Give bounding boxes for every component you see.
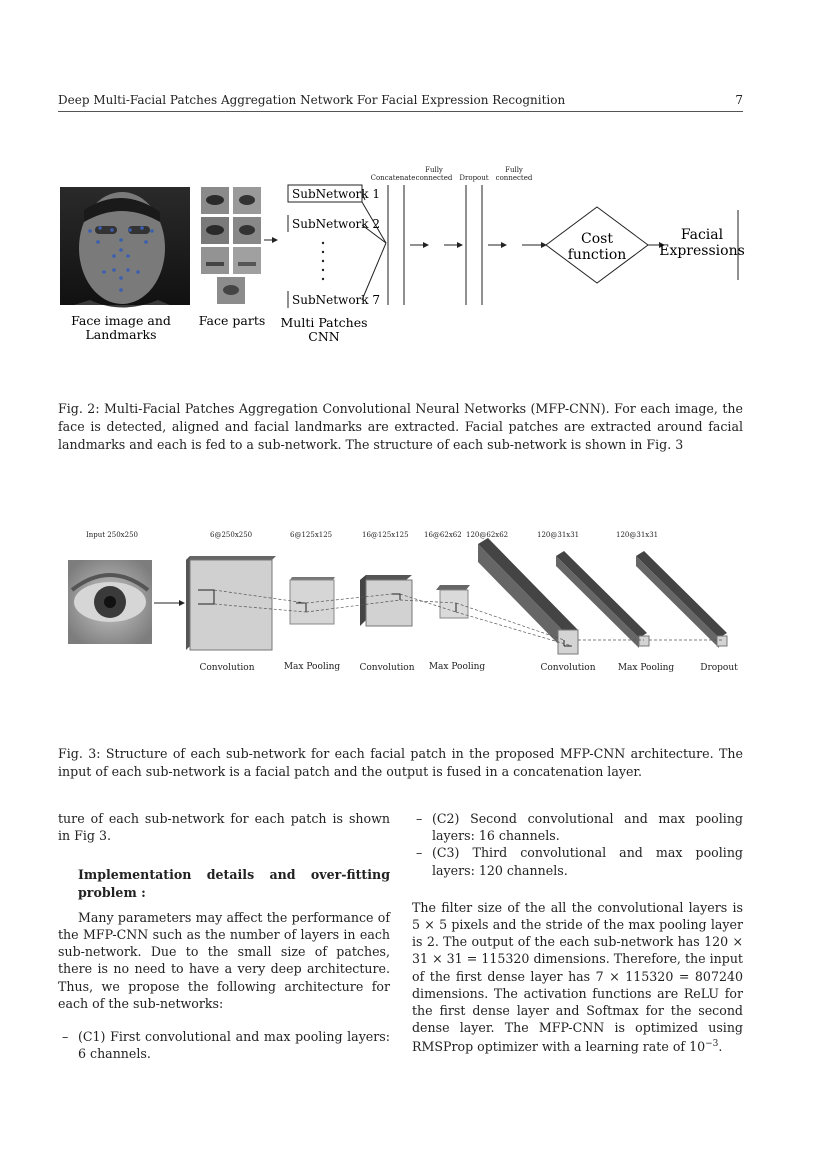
cost-function-node — [546, 207, 648, 283]
subnetwork-7-label: SubNetwork 7 — [292, 293, 381, 307]
dim-label: 6@125x125 — [290, 531, 333, 539]
stage-label-fully-connected-1: Fully connected — [415, 166, 453, 182]
pool2-block — [436, 585, 470, 618]
running-header — [58, 93, 743, 112]
dropout-block — [636, 551, 727, 648]
stage-labels — [371, 166, 533, 182]
dim-label: 120@31x31 — [537, 531, 580, 539]
layer-bars — [388, 185, 482, 305]
face-parts-grid — [201, 187, 261, 304]
layer-label: Max Pooling — [283, 662, 341, 672]
bullet-c1: – (C1) First convolutional and max pooling layers: 6 channels. — [58, 1028, 390, 1062]
bullet-list-c1 — [58, 1028, 390, 1062]
conv1-block — [186, 556, 276, 650]
right-paragraph — [412, 899, 743, 1056]
bullet-c2: – (C2) Second convolutional and max pooling layers: 16 channels. — [412, 810, 743, 844]
label-face-image: Face image and Landmarks — [71, 313, 171, 342]
conv2-block — [360, 575, 412, 626]
subnetwork-1-label: SubNetwork 1 — [292, 187, 381, 201]
layer-label: Dropout — [700, 663, 738, 673]
concat-lines — [362, 193, 386, 300]
facial-expressions-label: Facial Expressions — [659, 227, 745, 259]
subnetwork-2 — [288, 215, 380, 232]
eye-input-image — [68, 560, 152, 644]
running-title: Deep Multi-Facial Patches Aggregation Network For Facial Expression Recognition — [58, 93, 566, 107]
stage-label-dropout: Dropout — [459, 174, 489, 182]
figure-2-diagram — [0, 150, 827, 350]
dim-label: Input 250x250 — [86, 531, 138, 539]
stage-label-concatenate: Concatenate — [370, 174, 416, 182]
dim-label: 16@62x62 — [424, 531, 462, 539]
facial-expressions-node — [659, 210, 745, 280]
figure-2-caption: Fig. 2: Multi-Facial Patches Aggregation Convolutional Neural Networks (MFP-CNN). For each image, the face is detected, aligned and facial landmarks are extracted. Facial patches are extracted around facial landmarks and each is fed to a sub-network. The structure of each sub-network is shown in Fig. 3 — [58, 401, 743, 452]
layer-labels — [200, 662, 739, 673]
left-paragraph: Many parameters may affect the performance of the MFP-CNN such as the number of layers in each sub-network. Due to the small size of patches, there is no need to have a very deep architecture. Thus, we propose the following architecture for each of the sub-networks: — [58, 909, 390, 1011]
dim-label: 6@250x250 — [210, 531, 253, 539]
label-face-parts: Face parts — [198, 313, 266, 328]
exponent: −3 — [705, 1039, 719, 1050]
dimension-labels — [86, 531, 658, 539]
figure-3-diagram — [0, 520, 827, 680]
page-number: 7 — [735, 93, 743, 107]
label-multi-patches: Multi Patches CNN — [280, 315, 368, 344]
right-column — [412, 810, 743, 1056]
figure-3-caption: Fig. 3: Structure of each sub-network for each facial patch in the proposed MFP-CNN architecture. The input of each sub-network is a facial patch and the output is fused in a concatenation layer. — [58, 746, 743, 779]
layer-label: Convolution — [199, 663, 255, 673]
bullet-c3: – (C3) Third convolutional and max pooling layers: 120 channels. — [412, 844, 743, 878]
left-column — [58, 810, 390, 1062]
layer-label: Max Pooling — [428, 662, 486, 672]
layer-label: Max Pooling — [617, 663, 675, 673]
right-paragraph-end: . — [718, 1039, 723, 1055]
section-heading: Implementation details and over-fitting problem : — [78, 867, 390, 900]
layer-label: Convolution — [540, 663, 596, 673]
cost-function-label: Cost function — [567, 231, 627, 263]
bullet-list-c2-c3 — [412, 810, 743, 879]
stage-label-fully-connected-2: Fully connected — [495, 166, 533, 182]
ellipsis-dots — [322, 242, 324, 280]
subnetwork-1 — [288, 185, 380, 202]
layer-label: Convolution — [359, 663, 415, 673]
dim-label: 16@125x125 — [362, 531, 409, 539]
face-photo — [60, 187, 190, 308]
left-intro-text: ture of each sub-network for each patch is shown in Fig 3. — [58, 811, 390, 844]
dim-label: 120@31x31 — [616, 531, 659, 539]
subnetwork-7 — [288, 291, 380, 308]
dim-label: 120@62x62 — [466, 531, 509, 539]
right-paragraph-text: The filter size of the all the convolutional layers is 5 × 5 pixels and the stride of the max pooling layer is 2. The output of the each sub-network has 120 × 31 × 31 = 115320 dimensions. Therefore, the input of the first dense layer has 7 × 115320 = 807240 dimensions. The activation functions are ReLU for the first dense layer and Softmax for the second dense layer. The MFP-CNN is optimized using RMSProp optimizer with a learning rate of 10 — [412, 899, 743, 1055]
subnetwork-2-label: SubNetwork 2 — [292, 217, 381, 231]
